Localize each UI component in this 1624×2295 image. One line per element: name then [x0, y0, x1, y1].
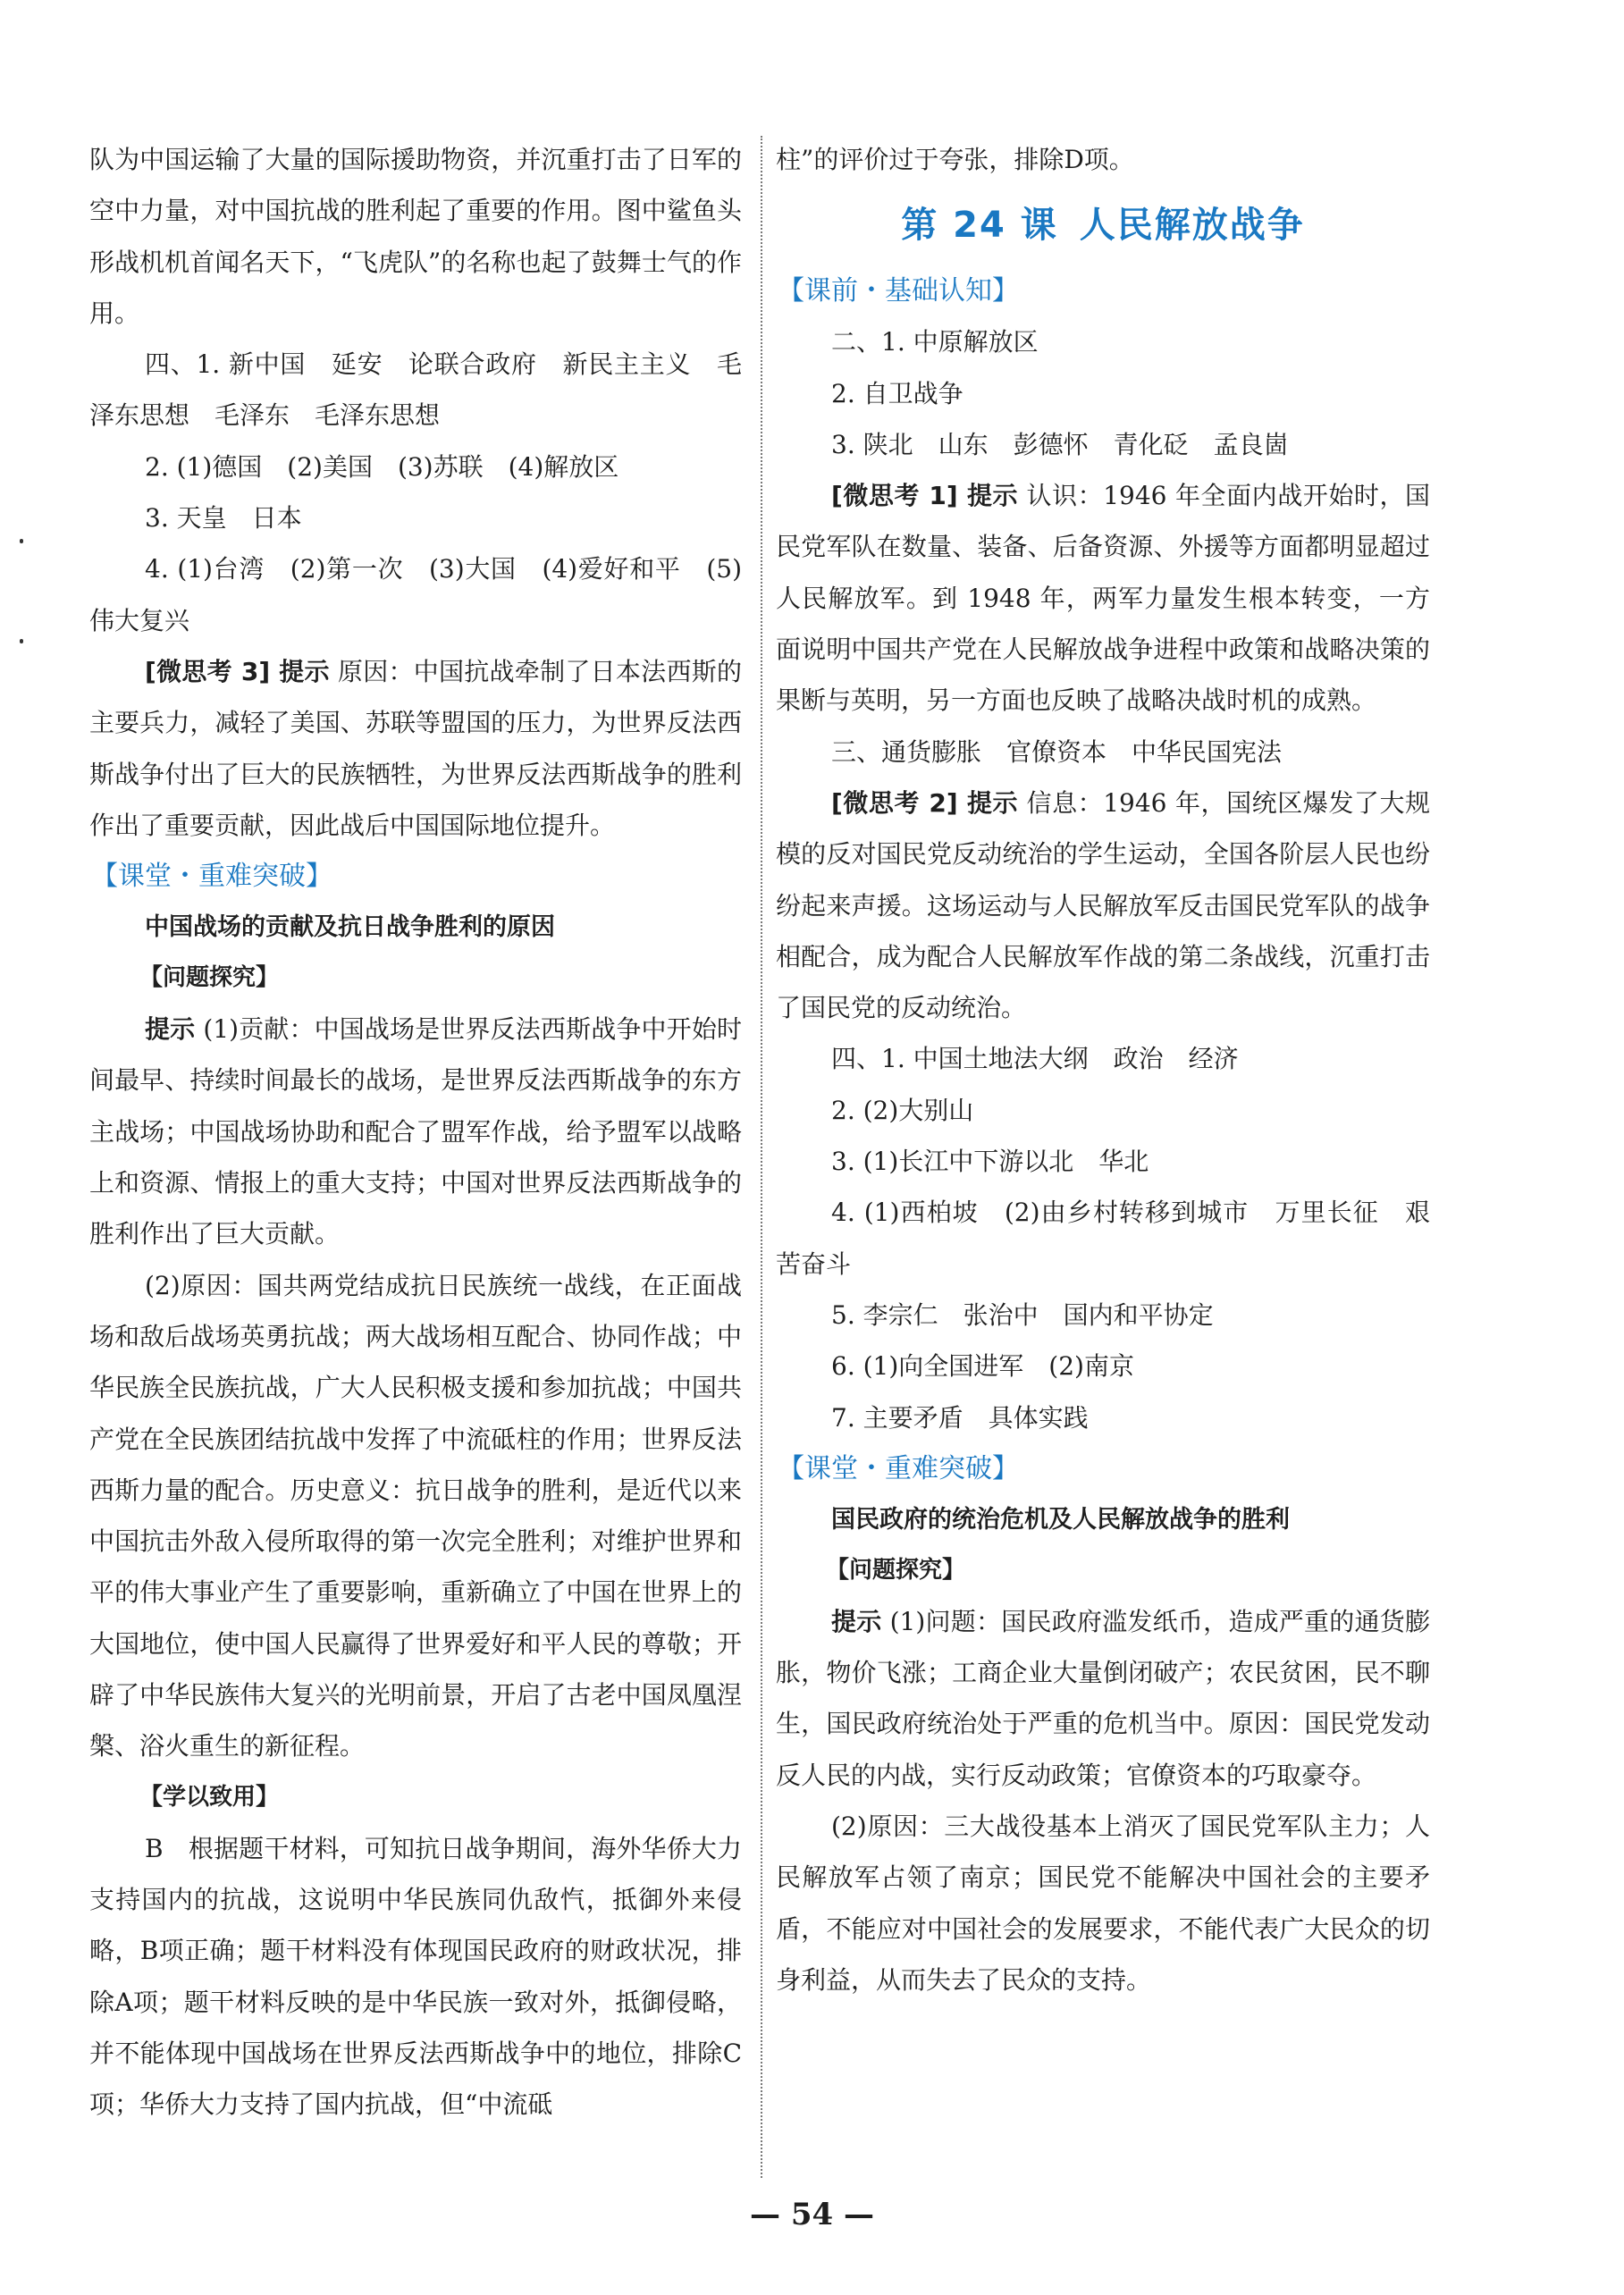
- answer-line: 2. (1)德国 (2)美国 (3)苏联 (4)解放区: [145, 451, 619, 482]
- page-number: — 54 —: [750, 2197, 874, 2232]
- think-paragraph: [89, 646, 742, 851]
- lesson-name: 人民解放战争: [1079, 205, 1305, 247]
- hint-paragraph: [776, 1596, 1430, 1801]
- answer-line: 4. (1)台湾 (2)第一次 (3)大国 (4)爱好和平 (5)伟大复兴: [89, 554, 742, 635]
- answer-paragraph: B 根据题干材料，可知抗日战争期间，海外华侨大力支持国内的抗战，这说明中华民族同仇敌忾，抵御外来侵略，B项正确；题干材料没有体现国民政府的财政状况，排除A项；题干材料反映的是中华民族一致对外，抵御侵略，并不能体现中国战场在世界反法西斯战争中的地位，排除C项；华侨大力支持了国内抗战，但“中流砥: [89, 1833, 742, 2120]
- answer-line: 二、1. 中原解放区: [831, 327, 1039, 357]
- hint-label: 提示: [831, 1606, 882, 1636]
- hint-paragraph: [89, 1004, 742, 1259]
- section-heading: 【课堂・重难突破】: [778, 1452, 1019, 1484]
- section-heading: 【课前・基础认知】: [778, 275, 1019, 307]
- answer-line: 5. 李宗仁 张治中 国内和平协定: [831, 1299, 1214, 1330]
- scan-mark: [20, 539, 23, 543]
- answer-line: 3. 陕北 山东 彭德怀 青化砭 孟良崮: [831, 429, 1289, 459]
- scan-mark: [20, 639, 23, 643]
- answer-line: 3. (1)长江中下游以北 华北: [831, 1147, 1149, 1177]
- paragraph: (2)原因：三大战役基本上消灭了国民党军队主力；人民解放军占领了南京；国民党不能解决中国社会的主要矛盾，不能应对中国社会的发展要求，不能代表广大民众的切身利益，从而失去了民众的支持。: [776, 1812, 1430, 1995]
- lesson-title: [776, 185, 1430, 265]
- paragraph: 柱”的评价过于夸张，排除D项。: [776, 145, 1134, 174]
- paragraph: (2)原因：国共两党结成抗日民族统一战线，在正面战场和敌后战场英勇抗战；两大战场相互配合、协同作战；中华民族全民族抗战，广大人民积极支援和参加抗战；中国共产党在全民族团结抗战中发挥了中流砥柱的作用；世界反法西斯力量的配合。历史意义：抗日战争的胜利，是近代以来中国抗击外敌入侵所取得的第一次完全胜利；对维护世界和平的伟大事业产生了重要影响，重新确立了中国在世界上的大国地位，使中国人民赢得了世界爱好和平人民的尊敬；开辟了中华民族伟大复兴的光明前景，开启了古老中国凤凰涅槃、浴火重生的新征程。: [89, 1270, 742, 1761]
- topic-heading: 中国战场的贡献及抗日战争胜利的原因: [145, 913, 555, 942]
- answer-line: 4. (1)西柏坡 (2)由乡村转移到城市 万里长征 艰苦奋斗: [776, 1198, 1430, 1279]
- think-paragraph: [776, 470, 1430, 726]
- answer-line: 6. (1)向全国进军 (2)南京: [831, 1351, 1134, 1382]
- lesson-number: 第 24 课: [901, 205, 1058, 247]
- subsection-label: 【问题探究】: [826, 1556, 966, 1584]
- answer-line: 7. 主要矛盾 具体实践: [831, 1402, 1089, 1433]
- answer-line: 3. 天皇 日本: [145, 503, 302, 534]
- answer-line: 四、1. 中国土地法大纲 政治 经济: [831, 1044, 1239, 1074]
- answer-line: 三、通货膨胀 官僚资本 中华民国宪法: [831, 736, 1283, 767]
- hint-text: (1)贡献：中国战场是世界反法西斯战争中开始时间最早、持续时间最长的战场，是世界反法西斯战争的东方主战场；中国战场协助和配合了盟军作战，给予盟军以战略上和资源、情报上的重大支持；中国对世界反法西斯战争的胜利作出了巨大贡献。: [89, 1014, 742, 1249]
- paragraph: 队为中国运输了大量的国际援助物资，并沉重打击了日军的空中力量，对中国抗战的胜利起了重要的作用。图中鲨鱼头形战机机首闻名天下，“飞虎队”的名称也起了鼓舞士气的作用。: [89, 145, 742, 328]
- think-label: [微思考 2] 提示: [831, 787, 1019, 818]
- subsection-label: 【问题探究】: [139, 964, 280, 992]
- answer-line: 2. 自卫战争: [831, 378, 963, 408]
- think-paragraph: [776, 778, 1430, 1033]
- right-column: [776, 134, 1430, 2005]
- left-column: [89, 134, 742, 2130]
- think-label: [微思考 1] 提示: [831, 481, 1019, 511]
- think-text: 原因：中国抗战牵制了日本法西斯的主要兵力，减轻了美国、苏联等盟国的压力，为世界反法西斯战争付出了巨大的民族牺牲，为世界反法西斯战争的胜利作出了重要贡献，因此战后中国国际地位提升。: [89, 656, 742, 840]
- column-divider: [761, 136, 762, 2178]
- hint-label: 提示: [145, 1014, 196, 1045]
- think-label: [微思考 3] 提示: [145, 656, 330, 686]
- hint-text: (1)问题：国民政府滥发纸币，造成严重的通货膨胀，物价飞涨；工商企业大量倒闭破产；农民贫困，民不聊生，国民政府统治处于严重的危机当中。原因：国民党发动反人民的内战，实行反动政策；官僚资本的巧取豪夺。: [776, 1606, 1430, 1790]
- section-heading: 【课堂・重难突破】: [91, 861, 332, 893]
- think-text: 信息：1946 年，国统区爆发了大规模的反对国民党反动统治的学生运动，全国各阶层人民也纷纷起来声援。这场运动与人民解放军反击国民党军队的战争相配合，成为配合人民解放军作战的第二条战线，沉重打击了国民党的反动统治。: [776, 787, 1431, 1023]
- topic-heading: 国民政府的统治危机及人民解放战争的胜利: [831, 1505, 1290, 1534]
- answer-line: 四、1. 新中国 延安 论联合政府 新民主主义 毛泽东思想 毛泽东 毛泽东思想: [89, 349, 742, 431]
- think-text: 认识：1946 年全面内战开始时，国民党军队在数量、装备、后备资源、外援等方面都明显超过人民解放军。到 1948 年，两军力量发生根本转变，一方面说明中国共产党在人民解放战争进程中政策和战略决策的果断与英明，另一方面也反映了战略决战时机的成熟。: [776, 481, 1431, 716]
- answer-line: 2. (2)大别山: [831, 1095, 974, 1125]
- subsection-label: 【学以致用】: [139, 1783, 280, 1811]
